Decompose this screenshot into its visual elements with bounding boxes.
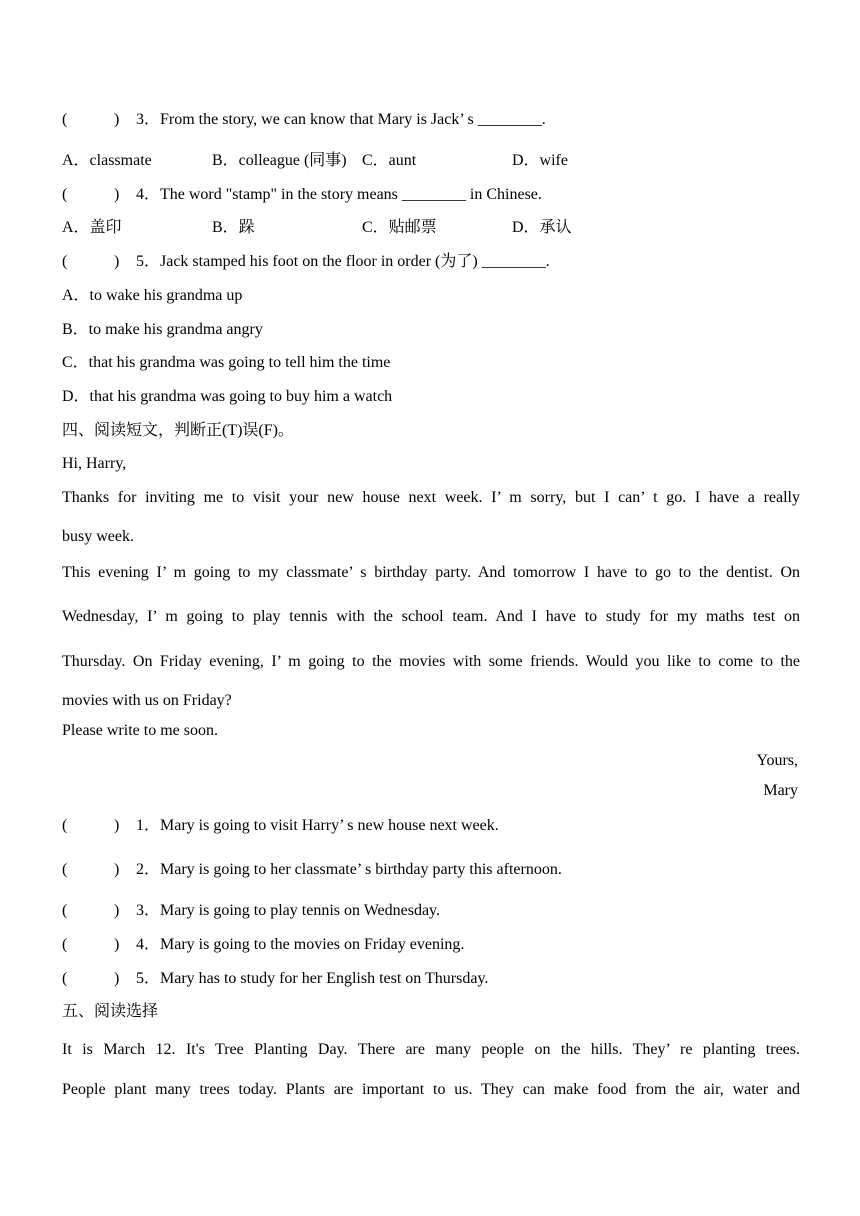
section-heading: 五、阅读选择 — [62, 1003, 159, 1020]
tf-question-5 — [62, 969, 488, 989]
answer-paren-close: ) — [114, 817, 120, 834]
answer-paren-open: ( — [62, 253, 68, 270]
letter-paragraph-line: Thanks for inviting me to visit your new house next week. I’ m sorry, but I can’ t go. I have a really — [62, 489, 800, 506]
question-3 — [62, 110, 546, 130]
question-text: 3．From the story, we can know that Mary is Jack’ s ________. — [136, 111, 546, 128]
option-b: B．to make his grandma angry — [62, 321, 263, 338]
tf-question-1 — [62, 816, 499, 836]
answer-paren-open: ( — [62, 817, 68, 834]
reading-paragraph-line: It is March 12. It's Tree Planting Day. There are many people on the hills. They’ re planting trees. — [62, 1041, 800, 1058]
option-c: C．aunt — [362, 152, 417, 169]
tf-question-4 — [62, 935, 464, 955]
question-text: 5．Mary has to study for her English test on Thursday. — [136, 970, 489, 987]
letter-signature: Mary — [763, 782, 798, 799]
question-text: 5．Jack stamped his foot on the floor in order (为了) ________. — [136, 253, 550, 270]
letter-paragraph-line: Wednesday, I’ m going to play tennis with the school team. And I have to study for my maths test on — [62, 608, 800, 625]
option-b: B．跺 — [212, 219, 255, 236]
option-c: C．that his grandma was going to tell him the time — [62, 354, 391, 371]
answer-paren-close: ) — [114, 970, 120, 987]
question-text: 4．Mary is going to the movies on Friday evening. — [136, 936, 465, 953]
question-5 — [62, 252, 550, 272]
answer-paren-open: ( — [62, 186, 68, 203]
question-4 — [62, 185, 542, 205]
letter-paragraph-line: movies with us on Friday? — [62, 692, 232, 709]
reading-paragraph-line: People plant many trees today. Plants are important to us. They can make food from the air, water and — [62, 1081, 800, 1098]
option-a: A．classmate — [62, 152, 152, 169]
answer-paren-open: ( — [62, 111, 68, 128]
letter-paragraph-line: This evening I’ m going to my classmate’ s birthday party. And tomorrow I have to go to the dentist. On — [62, 564, 800, 581]
letter-greeting: Hi, Harry, — [62, 455, 127, 472]
answer-paren-close: ) — [114, 936, 120, 953]
option-a: A．to wake his grandma up — [62, 287, 243, 304]
answer-paren-open: ( — [62, 902, 68, 919]
answer-paren-open: ( — [62, 936, 68, 953]
question-text: 2．Mary is going to her classmate’ s birthday party this afternoon. — [136, 861, 562, 878]
question-text: 1．Mary is going to visit Harry’ s new house next week. — [136, 817, 499, 834]
section-heading: 四、阅读短文，判断正(T)误(F)。 — [62, 422, 294, 439]
answer-paren-open: ( — [62, 970, 68, 987]
answer-paren-close: ) — [114, 111, 120, 128]
letter-paragraph-line: Thursday. On Friday evening, I’ m going to the movies with some friends. Would you like to come to the — [62, 653, 800, 670]
question-text: 3．Mary is going to play tennis on Wednesday. — [136, 902, 441, 919]
letter-closing: Yours, — [756, 752, 798, 769]
option-b: B．colleague (同事) — [212, 152, 347, 169]
answer-paren-close: ) — [114, 253, 120, 270]
answer-paren-close: ) — [114, 186, 120, 203]
letter-paragraph-line: busy week. — [62, 528, 134, 545]
option-d: D．that his grandma was going to buy him a watch — [62, 388, 393, 405]
option-c: C．贴邮票 — [362, 219, 437, 236]
answer-paren-close: ) — [114, 902, 120, 919]
option-d: D．wife — [512, 152, 568, 169]
option-d: D．承认 — [512, 219, 572, 236]
question-text: 4．The word "stamp" in the story means ________ in Chinese. — [136, 186, 542, 203]
answer-paren-open: ( — [62, 861, 68, 878]
answer-paren-close: ) — [114, 861, 120, 878]
option-a: A．盖印 — [62, 219, 122, 236]
tf-question-2 — [62, 860, 562, 880]
tf-question-3 — [62, 901, 440, 921]
letter-paragraph-line: Please write to me soon. — [62, 722, 218, 739]
